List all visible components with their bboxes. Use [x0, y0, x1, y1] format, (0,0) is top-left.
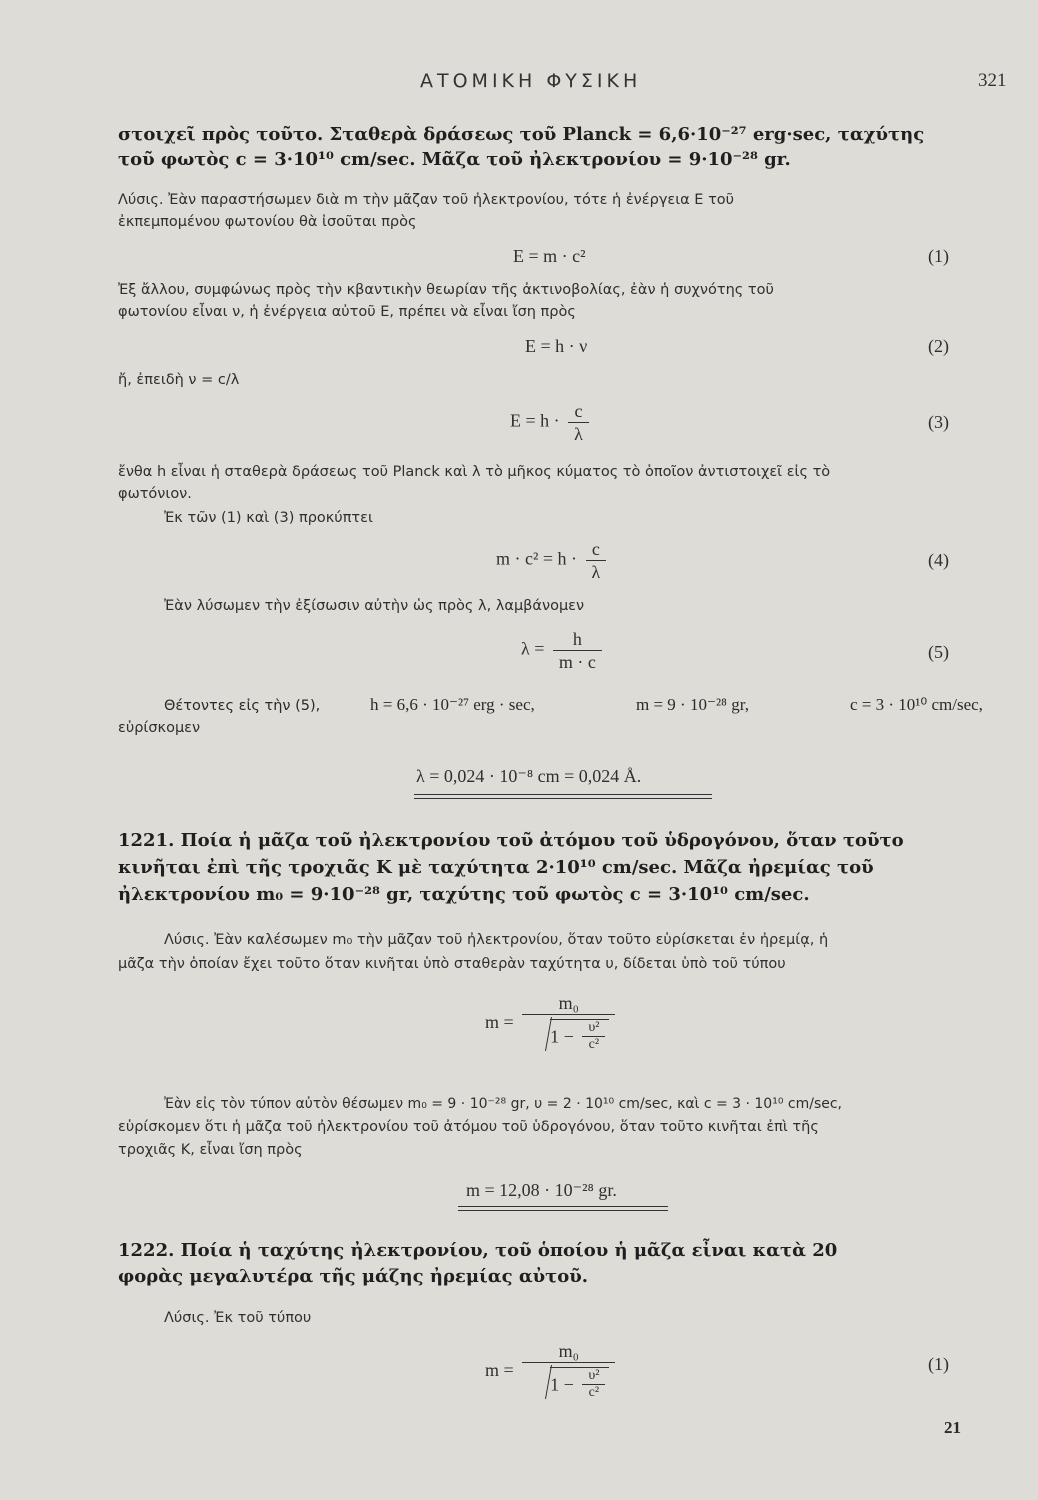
radicand-2-denominator: c²: [588, 1385, 600, 1400]
square-root: [528, 1019, 609, 1053]
problem-1221-line-2: κινῆται ἐπὶ τῆς τροχιᾶς K μὲ ταχύτητα 2·10¹⁰ cm/sec. Μᾶζα ἠρεμίας τοῦ: [118, 857, 874, 878]
equation-1222-number: (1): [928, 1354, 949, 1374]
equation-5-denominator: m · c: [558, 652, 596, 672]
substitution-m: m = 9 · 10⁻²⁸ gr,: [636, 695, 749, 714]
solution-1221-line-1: Λύσις. Ἐὰν καλέσωμεν m₀ τὴν μᾶζαν τοῦ ἠλεκτρονίου, ὅταν τοῦτο εὑρίσκεται ἐν ἠρεμίᾳ, ἡ: [164, 932, 829, 948]
rm2-equation-fraction: [522, 1340, 615, 1401]
radicand-denominator: c²: [588, 1037, 600, 1052]
rm2-equation-numerator: m₀: [522, 1340, 615, 1363]
equation-2-number: (2): [928, 336, 949, 356]
solution-1-line-1: Λύσις. Ἐὰν παραστήσωμεν διὰ m τὴν μᾶζαν τοῦ ἠλεκτρονίου, τότε ἡ ἐνέργεια E τοῦ: [118, 192, 735, 208]
equation-4: [496, 538, 610, 583]
substitution-h: h = 6,6 · 10⁻²⁷ erg · sec,: [370, 695, 535, 714]
equation-2: E = h · ν: [525, 336, 588, 356]
signature-mark: 21: [944, 1418, 961, 1437]
equation-3-number: (3): [928, 412, 949, 432]
equation-5-number: (5): [928, 642, 949, 662]
equation-3-denominator: λ: [574, 424, 583, 444]
problem-1221-line-3: ἠλεκτρονίου m₀ = 9·10⁻²⁸ gr, ταχύτης τοῦ φωτὸς c = 3·10¹⁰ cm/sec.: [118, 884, 810, 905]
problem-intro-line-2: τοῦ φωτὸς c = 3·10¹⁰ cm/sec. Μᾶζα τοῦ ἠλεκτρονίου = 9·10⁻²⁸ gr.: [118, 149, 791, 170]
equation-4-denominator: λ: [591, 562, 601, 582]
substitution-c: c = 3 · 10¹⁰ cm/sec,: [850, 695, 983, 714]
equation-5-numerator: h: [553, 628, 602, 651]
equation-1-number: (1): [928, 246, 949, 266]
result-wavelength: λ = 0,024 · 10⁻⁸ cm = 0,024 Å.: [416, 766, 642, 786]
solution-1-line-3: Ἐξ ἄλλου, συμφώνως πρὸς τὴν κβαντικὴν θεωρίαν τῆς ἀκτινοβολίας, ἐὰν ἡ συχνότης τοῦ: [118, 282, 774, 298]
problem-intro-line-1: στοιχεῖ πρὸς τοῦτο. Σταθερὰ δράσεως τοῦ Planck = 6,6·10⁻²⁷ erg·sec, ταχύτης: [118, 124, 925, 145]
relativistic-mass-equation-2: [485, 1340, 619, 1401]
solution-1221-line-4: εὑρίσκομεν ὅτι ἡ μᾶζα τοῦ ἠλεκτρονίου τοῦ ἀτόμου τοῦ ὑδρογόνου, ὅταν τοῦτο κινῆται ἐπὶ τῆς: [118, 1119, 819, 1135]
rm2-equation-left: m =: [485, 1360, 514, 1380]
equation-5: [521, 628, 606, 673]
rm-equation-left: m =: [485, 1012, 514, 1032]
radicand-2-numerator: υ²: [582, 1368, 605, 1385]
radicand: [550, 1019, 609, 1053]
solution-1-line-9: Ἐὰν λύσωμεν τὴν ἐξίσωσιν αὐτὴν ὡς πρὸς λ, λαμβάνομεν: [164, 598, 585, 614]
square-root-2: [528, 1367, 609, 1401]
solution-1-line-7: φωτόνιον.: [118, 486, 192, 502]
solution-1-line-5: ἤ, ἐπειδὴ ν = c/λ: [118, 372, 240, 388]
problem-1222-line-1: 1222. Ποία ἡ ταχύτης ἠλεκτρονίου, τοῦ ὁποίου ἡ μᾶζα εἶναι κατὰ 20: [118, 1240, 838, 1261]
rm-equation-denominator: [522, 1015, 615, 1053]
equation-5-left: λ =: [521, 638, 545, 659]
solution-1-line-11: εὑρίσκομεν: [118, 720, 201, 736]
rm-equation-numerator: m₀: [522, 992, 615, 1015]
equation-3-left: E = h ·: [510, 410, 560, 431]
solution-1221-line-5: τροχιᾶς K, εἶναι ἴση πρὸς: [118, 1142, 303, 1158]
page-number: 321: [978, 70, 1007, 91]
result-mass-underline-1: [458, 1206, 668, 1207]
solution-1-line-2: ἐκπεμπομένου φωτονίου θὰ ἰσοῦται πρὸς: [118, 214, 417, 230]
problem-1222-line-2: φορὰς μεγαλυτέρα τῆς μάζης ἠρεμίας αὐτοῦ.: [118, 1266, 589, 1287]
solution-1-line-4: φωτονίου εἶναι ν, ἡ ἐνέργεια αὐτοῦ E, πρέπει νὰ εἶναι ἴση πρὸς: [118, 304, 576, 320]
equation-4-fraction: [586, 538, 607, 583]
equation-4-numerator: c: [586, 538, 607, 561]
relativistic-mass-equation: [485, 992, 619, 1053]
solution-1-line-8: Ἐκ τῶν (1) καὶ (3) προκύπτει: [164, 510, 373, 526]
substitution-intro: Θέτοντες εἰς τὴν (5),: [164, 698, 321, 714]
result-underline-1: [414, 794, 712, 795]
radicand-2-fraction: [582, 1368, 605, 1401]
rm2-equation-denominator: [522, 1363, 615, 1401]
rm-equation-fraction: [522, 992, 615, 1053]
radicand-term: 1 −: [550, 1026, 574, 1047]
running-header: ΑΤΟΜΙΚΗ ΦΥΣΙΚΗ: [420, 70, 642, 92]
result-mass: m = 12,08 · 10⁻²⁸ gr.: [466, 1180, 617, 1200]
solution-1221-line-2: μᾶζα τὴν ὁποίαν ἔχει τοῦτο ὅταν κινῆται ὑπὸ σταθερὰν ταχύτητα υ, δίδεται ὑπὸ τοῦ τύπου: [118, 956, 786, 972]
result-mass-underline-2: [458, 1210, 668, 1211]
equation-4-number: (4): [928, 550, 949, 570]
equation-1: E = m · c²: [513, 246, 586, 266]
equation-5-fraction: [553, 628, 602, 673]
radicand-numerator: υ²: [582, 1020, 605, 1037]
solution-1221-line-3: Ἐὰν εἰς τὸν τύπον αὐτὸν θέσωμεν m₀ = 9 · 10⁻²⁸ gr, υ = 2 · 10¹⁰ cm/sec, καὶ c = 3 · 10¹⁰ cm/sec,: [164, 1096, 842, 1112]
equation-4-left: m · c² = h ·: [496, 548, 578, 569]
problem-1221-line-1: 1221. Ποία ἡ μᾶζα τοῦ ἠλεκτρονίου τοῦ ἀτόμου τοῦ ὑδρογόνου, ὅταν τοῦτο: [118, 830, 904, 851]
radicand-2: [550, 1367, 609, 1401]
radicand-2-term: 1 −: [550, 1374, 574, 1395]
radicand-fraction: [582, 1020, 605, 1053]
solution-1-line-6: ἔνθα h εἶναι ἡ σταθερὰ δράσεως τοῦ Planck καὶ λ τὸ μῆκος κύματος τὸ ὁποῖον ἀντιστοιχεῖ εἰς τὸ: [118, 464, 831, 480]
result-underline-2: [414, 798, 712, 799]
solution-1222-line-1: Λύσις. Ἐκ τοῦ τύπου: [164, 1310, 312, 1326]
equation-3-fraction: [568, 400, 589, 445]
equation-3: [510, 400, 593, 445]
equation-3-numerator: c: [568, 400, 589, 423]
